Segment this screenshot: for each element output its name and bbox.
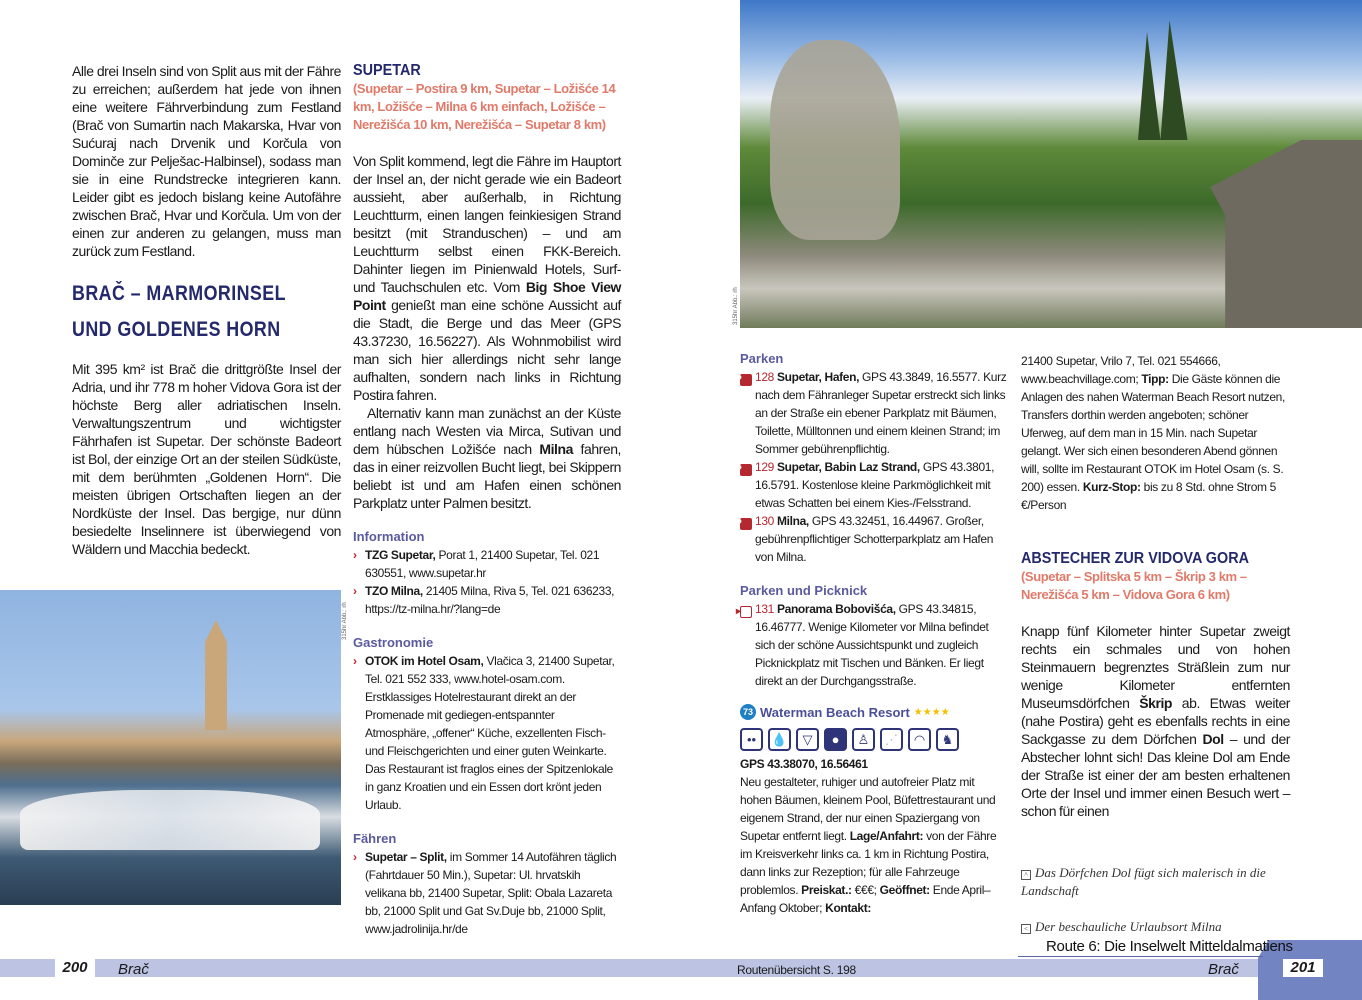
text: fahren, das in einer reizvollen Bucht liegt, bei Skippern beliebt ist und am Hafen einen schönen Parkplatz unter Palmen besitzt. bbox=[353, 441, 621, 511]
heading-line-1: BRAČ – MARMORINSEL bbox=[72, 282, 286, 305]
power-outlet-icon: •• bbox=[740, 728, 763, 751]
spot-number: 129 bbox=[755, 460, 774, 474]
page-number-left: 200 bbox=[55, 959, 95, 977]
gastro-item bbox=[353, 652, 621, 814]
dump-station-icon: ▽ bbox=[796, 728, 819, 751]
location-icon: ● bbox=[824, 728, 847, 751]
spot-number: 131 bbox=[755, 602, 774, 616]
information-list bbox=[353, 546, 621, 618]
item-text: im Sommer 14 Autofähren täglich (Fahrtdauer 50 Min.), Supetar: Ul. hrvatskih velikana bb, 21400 Supetar, Split: Obala Lazareta bb, 21000 Split und Gat Sv.Duje bb, 21000 Split, www.jadrolinija.hr/de bbox=[365, 850, 617, 936]
label: Tipp: bbox=[1141, 372, 1169, 386]
camp-badge: 73 bbox=[740, 704, 756, 720]
caption-left bbox=[1021, 918, 1290, 936]
text: 21400 Supetar, Vrilo 7, Tel. 021 554666, www.beachvillage.com; bbox=[1021, 354, 1221, 386]
footer-rule bbox=[1018, 956, 1263, 957]
parken-title: Parken bbox=[740, 351, 784, 366]
supetar-route: (Supetar – Postira 9 km, Supetar – Ložišće 14 km, Ložišće – Milna 6 km einfach, Ložišće – Nerežišća 10 km, Nerežišća – Supetar 8 km) bbox=[353, 81, 616, 132]
right-column-4 bbox=[1021, 352, 1290, 936]
abstecher-route: (Supetar – Splitska 5 km – Škrip 3 km – Nerežišća 5 km – Vidova Gora 6 km) bbox=[1021, 569, 1247, 602]
information-title: Information bbox=[353, 529, 425, 544]
stone-shelter bbox=[1210, 140, 1362, 328]
parking-icon: P bbox=[740, 374, 752, 386]
toilet-icon: ♙ bbox=[852, 728, 875, 751]
parking-icon: P bbox=[740, 464, 752, 476]
text: Von Split kommend, legt die Fähre im Hauptort der Insel an, der nicht gerade wie ein Badeort aussieht, aber außerhalb, in Richtung Leuchtturm, einen langen feinkiesigen Strand besitzt (mit Stranduschen) – und am Leuchtturm selbst einen FKK-Bereich. Dahinter liegen im Pinienwald Hotels, Surf- und Tauchschulen etc. Vom bbox=[353, 153, 621, 295]
water-icon: 💧 bbox=[768, 728, 791, 751]
text: genießt man eine schöne Aussicht auf die Stadt, die Berge und das Meer (GPS 43.37230, 16.56227). Als Wohnmobilist wird man sich hier allerdings nicht sehr lange aufhalten, sondern nach links in Richtung Postira fahren. bbox=[353, 297, 621, 403]
abstecher-text bbox=[1021, 622, 1290, 820]
supetar-body bbox=[353, 152, 621, 512]
dog-icon: ♞ bbox=[936, 728, 959, 751]
picnic-icon: ▸ bbox=[740, 606, 752, 618]
supetar-p2 bbox=[353, 404, 621, 512]
item-text: Vlačica 3, 21400 Supetar, Tel. 021 552 333, www.hotel-osam.com. Erstklassiges Hotelrestaurant direkt an der Promenade mit gediegen-entspannter Atmosphäre, „offener“ Küche, exzellenten Fisch- und Fleischgerichten und einer guten Weinkarte. Das Restaurant ist fraglos eines der Spitzenlokale in ganz Kroatien und ein Essen dort krönt jeden Urlaub. bbox=[365, 654, 615, 812]
camp-description-continued bbox=[1021, 352, 1290, 514]
shower-icon: ⋰ bbox=[880, 728, 903, 751]
arrow-up-icon: ^ bbox=[1021, 870, 1031, 880]
chevron-icon: › bbox=[353, 654, 357, 668]
parking-item bbox=[735, 458, 1008, 512]
info-item bbox=[353, 546, 621, 582]
photo-dol-village bbox=[740, 0, 1362, 328]
picnic-item bbox=[735, 600, 1008, 690]
text: ab. Etwas weiter (nahe Postira) geht es ebenfalls rechts in eine Sackgasse zu dem Dörfchen bbox=[1021, 695, 1291, 747]
footer-overview-link[interactable]: Routenübersicht S. 198 bbox=[737, 963, 856, 977]
gastronomie-list bbox=[353, 652, 621, 814]
left-column-2 bbox=[353, 62, 621, 938]
chevron-icon: › bbox=[353, 850, 357, 864]
rock-outcrop bbox=[770, 40, 900, 240]
photo-captions bbox=[1021, 864, 1290, 936]
label: Lage/Anfahrt: bbox=[849, 829, 924, 843]
text: Ende April–Anfang Oktober; bbox=[740, 883, 991, 915]
arrow-left-icon: < bbox=[1021, 924, 1031, 934]
photo-credit-left: 315hr Abb.: rh bbox=[342, 602, 348, 640]
parken-list bbox=[735, 368, 1008, 566]
brac-text bbox=[72, 360, 341, 558]
boats bbox=[20, 790, 320, 850]
chevron-icon: › bbox=[353, 584, 357, 598]
spot-text: GPS 43.3801, 16.5791. Kostenlose kleine Parkmöglichkeit mit etwas Schatten bei einem Kies-/Felsstrand. bbox=[755, 460, 995, 510]
camp-name: Waterman Beach Resort bbox=[760, 704, 910, 720]
caption-text: Das Dörfchen Dol fügt sich malerisch in die Landschaft bbox=[1021, 865, 1266, 898]
text: von der Fähre im Kreisverkehr links ca. 1 km in Richtung Postira, dann links zur Rezeption; für alle Fahrzeuge problemlos. bbox=[740, 829, 997, 897]
camp-heading bbox=[740, 704, 1008, 720]
text: Neu gestalteter, ruhiger und autofreier Platz mit hohen Bäumen, kleinem Pool, Büfettrestaurant und eigenem Strand, der nur einen Spaziergang von Supetar entfernt liegt. bbox=[740, 775, 996, 843]
caption-text: Der beschauliche Urlaubsort Milna bbox=[1035, 919, 1222, 934]
parking-icon: P bbox=[740, 518, 752, 530]
parking-item bbox=[735, 368, 1008, 458]
wifi-icon: ◠ bbox=[908, 728, 931, 751]
abstecher-title: ABSTECHER ZUR VIDOVA GORA bbox=[1021, 550, 1250, 567]
faehren-title: Fähren bbox=[353, 831, 397, 846]
spot-text: GPS 43.34815, 16.46777. Wenige Kilometer vor Milna befindet sich der schöne Aussichtspunkt und zugleich Picknickplatz mit Tischen und Bänken. Er liegt direkt an der Durchgangsstraße. bbox=[755, 602, 989, 688]
cypress-trees bbox=[1120, 20, 1210, 140]
picknick-title: Parken und Picknick bbox=[740, 583, 868, 598]
spot-name: Supetar, Hafen, bbox=[776, 370, 860, 384]
spot-name: Milna, bbox=[776, 514, 809, 528]
supetar-title: SUPETAR bbox=[353, 62, 421, 79]
spot-number: 130 bbox=[755, 514, 774, 528]
place: Škrip bbox=[1139, 695, 1172, 711]
amenity-icons bbox=[740, 728, 1008, 751]
parking-item bbox=[735, 512, 1008, 566]
place: Dol bbox=[1202, 731, 1224, 747]
text: €€€; bbox=[851, 883, 880, 897]
brac-paragraph: Mit 395 km² ist Brač die drittgrößte Insel der Adria, und ihr 778 m hoher Vidova Gora ist der höchste Berg aller adriatischen Inseln. Verwaltungszentrum und wichtigster Fährhafen ist Supetar. Der schönste Badeort ist Bol, der einzige Ort an der steilen Südküste, mit dem berühmten „Goldenen Horn“. Die meisten übrigen Ortschaften liegen an der Nordküste der Insel. Das bergige, nur dünn besiedelte Inselinnere ist überwiegend von Wäldern und Macchia bedeckt. bbox=[72, 361, 341, 557]
item-name: TZG Supetar, bbox=[365, 548, 436, 562]
poi-name: Milna bbox=[539, 441, 573, 457]
info-item bbox=[353, 582, 621, 618]
abstecher-body bbox=[1021, 622, 1290, 820]
item-name: OTOK im Hotel Osam, bbox=[365, 654, 484, 668]
left-column-1 bbox=[72, 62, 341, 558]
chevron-icon: › bbox=[353, 548, 357, 562]
text: bis zu 8 Std. ohne Strom 5 €/Person bbox=[1021, 480, 1276, 512]
label: Kontakt: bbox=[825, 901, 871, 915]
right-column-3 bbox=[735, 334, 1008, 917]
page-number-right: 201 bbox=[1283, 959, 1323, 977]
intro-paragraph: Alle drei Inseln sind von Split aus mit der Fähre zu erreichen; außerdem hat jede von ihnen eine weitere Fährverbindung zum Festland (Brač von Sumartin nach Makarska, Hvar von Sućuraj nach Drvenik und Korčula von Dominče zur Pelješac-Halbinsel), sodass man sie in eine Rundstrecke integrieren kann. Leider gibt es jedoch bislang keine Autofähre zwischen Brač, Hvar und Korčula. Um von der einen zur anderen zu gelangen, muss man zurück zum Festland. bbox=[72, 63, 341, 259]
label: Kurz-Stop: bbox=[1082, 480, 1141, 494]
heading-line-2: UND GOLDENES HORN bbox=[72, 318, 281, 341]
text: – und der Abstecher lohnt sich! Das kleine Dol am Ende der Straße ist einer der am besten erhaltenen Orte der Insel und immer einen Besuch wert – schon für einen bbox=[1021, 731, 1290, 819]
item-name: TZO Milna, bbox=[365, 584, 423, 598]
camp-stars: ★★★★ bbox=[913, 706, 950, 718]
intro-text bbox=[72, 62, 341, 260]
label: Preiskat.: bbox=[801, 883, 852, 897]
item-name: Supetar – Split, bbox=[365, 850, 447, 864]
caption-top bbox=[1021, 864, 1290, 900]
spot-name: Panorama Bobovišća, bbox=[776, 602, 896, 616]
photo-milna-harbour bbox=[0, 590, 341, 905]
text: Alternativ kann man zunächst an der Küste entlang nach Westen via Mirca, Sutivan und dem hübschen Ložišće nach bbox=[353, 405, 621, 457]
spot-number: 128 bbox=[755, 370, 774, 384]
footer-band-left bbox=[0, 959, 681, 977]
camp-gps: GPS 43.38070, 16.56461 bbox=[740, 757, 868, 771]
spot-name: Supetar, Babin Laz Strand, bbox=[776, 460, 920, 474]
gastronomie-title: Gastronomie bbox=[353, 635, 434, 650]
brac-heading bbox=[72, 276, 341, 348]
item-text: Porat 1, 21400 Supetar, Tel. 021 630551, www.supetar.hr bbox=[365, 548, 600, 580]
faehren-list bbox=[353, 848, 621, 938]
footer-section-left: Brač bbox=[118, 961, 149, 978]
route-title: Route 6: Die Inselwelt Mitteldalmatiens bbox=[1046, 938, 1293, 955]
spot-text: GPS 43.3849, 16.5577. Kurz nach dem Fähranleger Supetar erstreckt sich links an der Straße ein ebener Parkplatz mit Bäumen, Toilette, Mülltonnen und einem kleinen Strand; im Sommer gebührenpflichtig. bbox=[755, 370, 1007, 456]
footer-section-right: Brač bbox=[1208, 961, 1239, 978]
text: Die Gäste können die Anlagen des nahen Waterman Beach Resort nutzen, Transfers dorthin werden angeboten; schöner Uferweg, auf dem man in 15 Min. nach Supetar gelangt. Wer sich einen besonderen Abend gönnen will, sollte im Restaurant OTOK im Hotel Osam (s. S. 200) essen. bbox=[1021, 372, 1285, 494]
item-text: 21405 Milna, Riva 5, Tel. 021 636233, https://tz-milna.hr/?lang=de bbox=[365, 584, 615, 616]
camp-description bbox=[740, 755, 1008, 917]
label: Geöffnet: bbox=[879, 883, 930, 897]
photo-credit-right: 315hr Abb.: rh bbox=[733, 287, 739, 325]
church-tower bbox=[205, 620, 227, 730]
text: Knapp fünf Kilometer hinter Supetar zweigt rechts ein schmales und von hohen Steinmauern begrenztes Sträßlein zum nur wenige Kilometer entfernten Museumsdörfchen bbox=[1021, 623, 1290, 711]
picknick-list bbox=[735, 600, 1008, 690]
ferry-item bbox=[353, 848, 621, 938]
spot-text: GPS 43.32451, 16.44967. Großer, gebührenpflichtiger Schotterparkplatz am Hafen von Milna. bbox=[755, 514, 994, 564]
poi-name: Big Shoe View Point bbox=[353, 279, 621, 313]
supetar-p1 bbox=[353, 152, 621, 404]
